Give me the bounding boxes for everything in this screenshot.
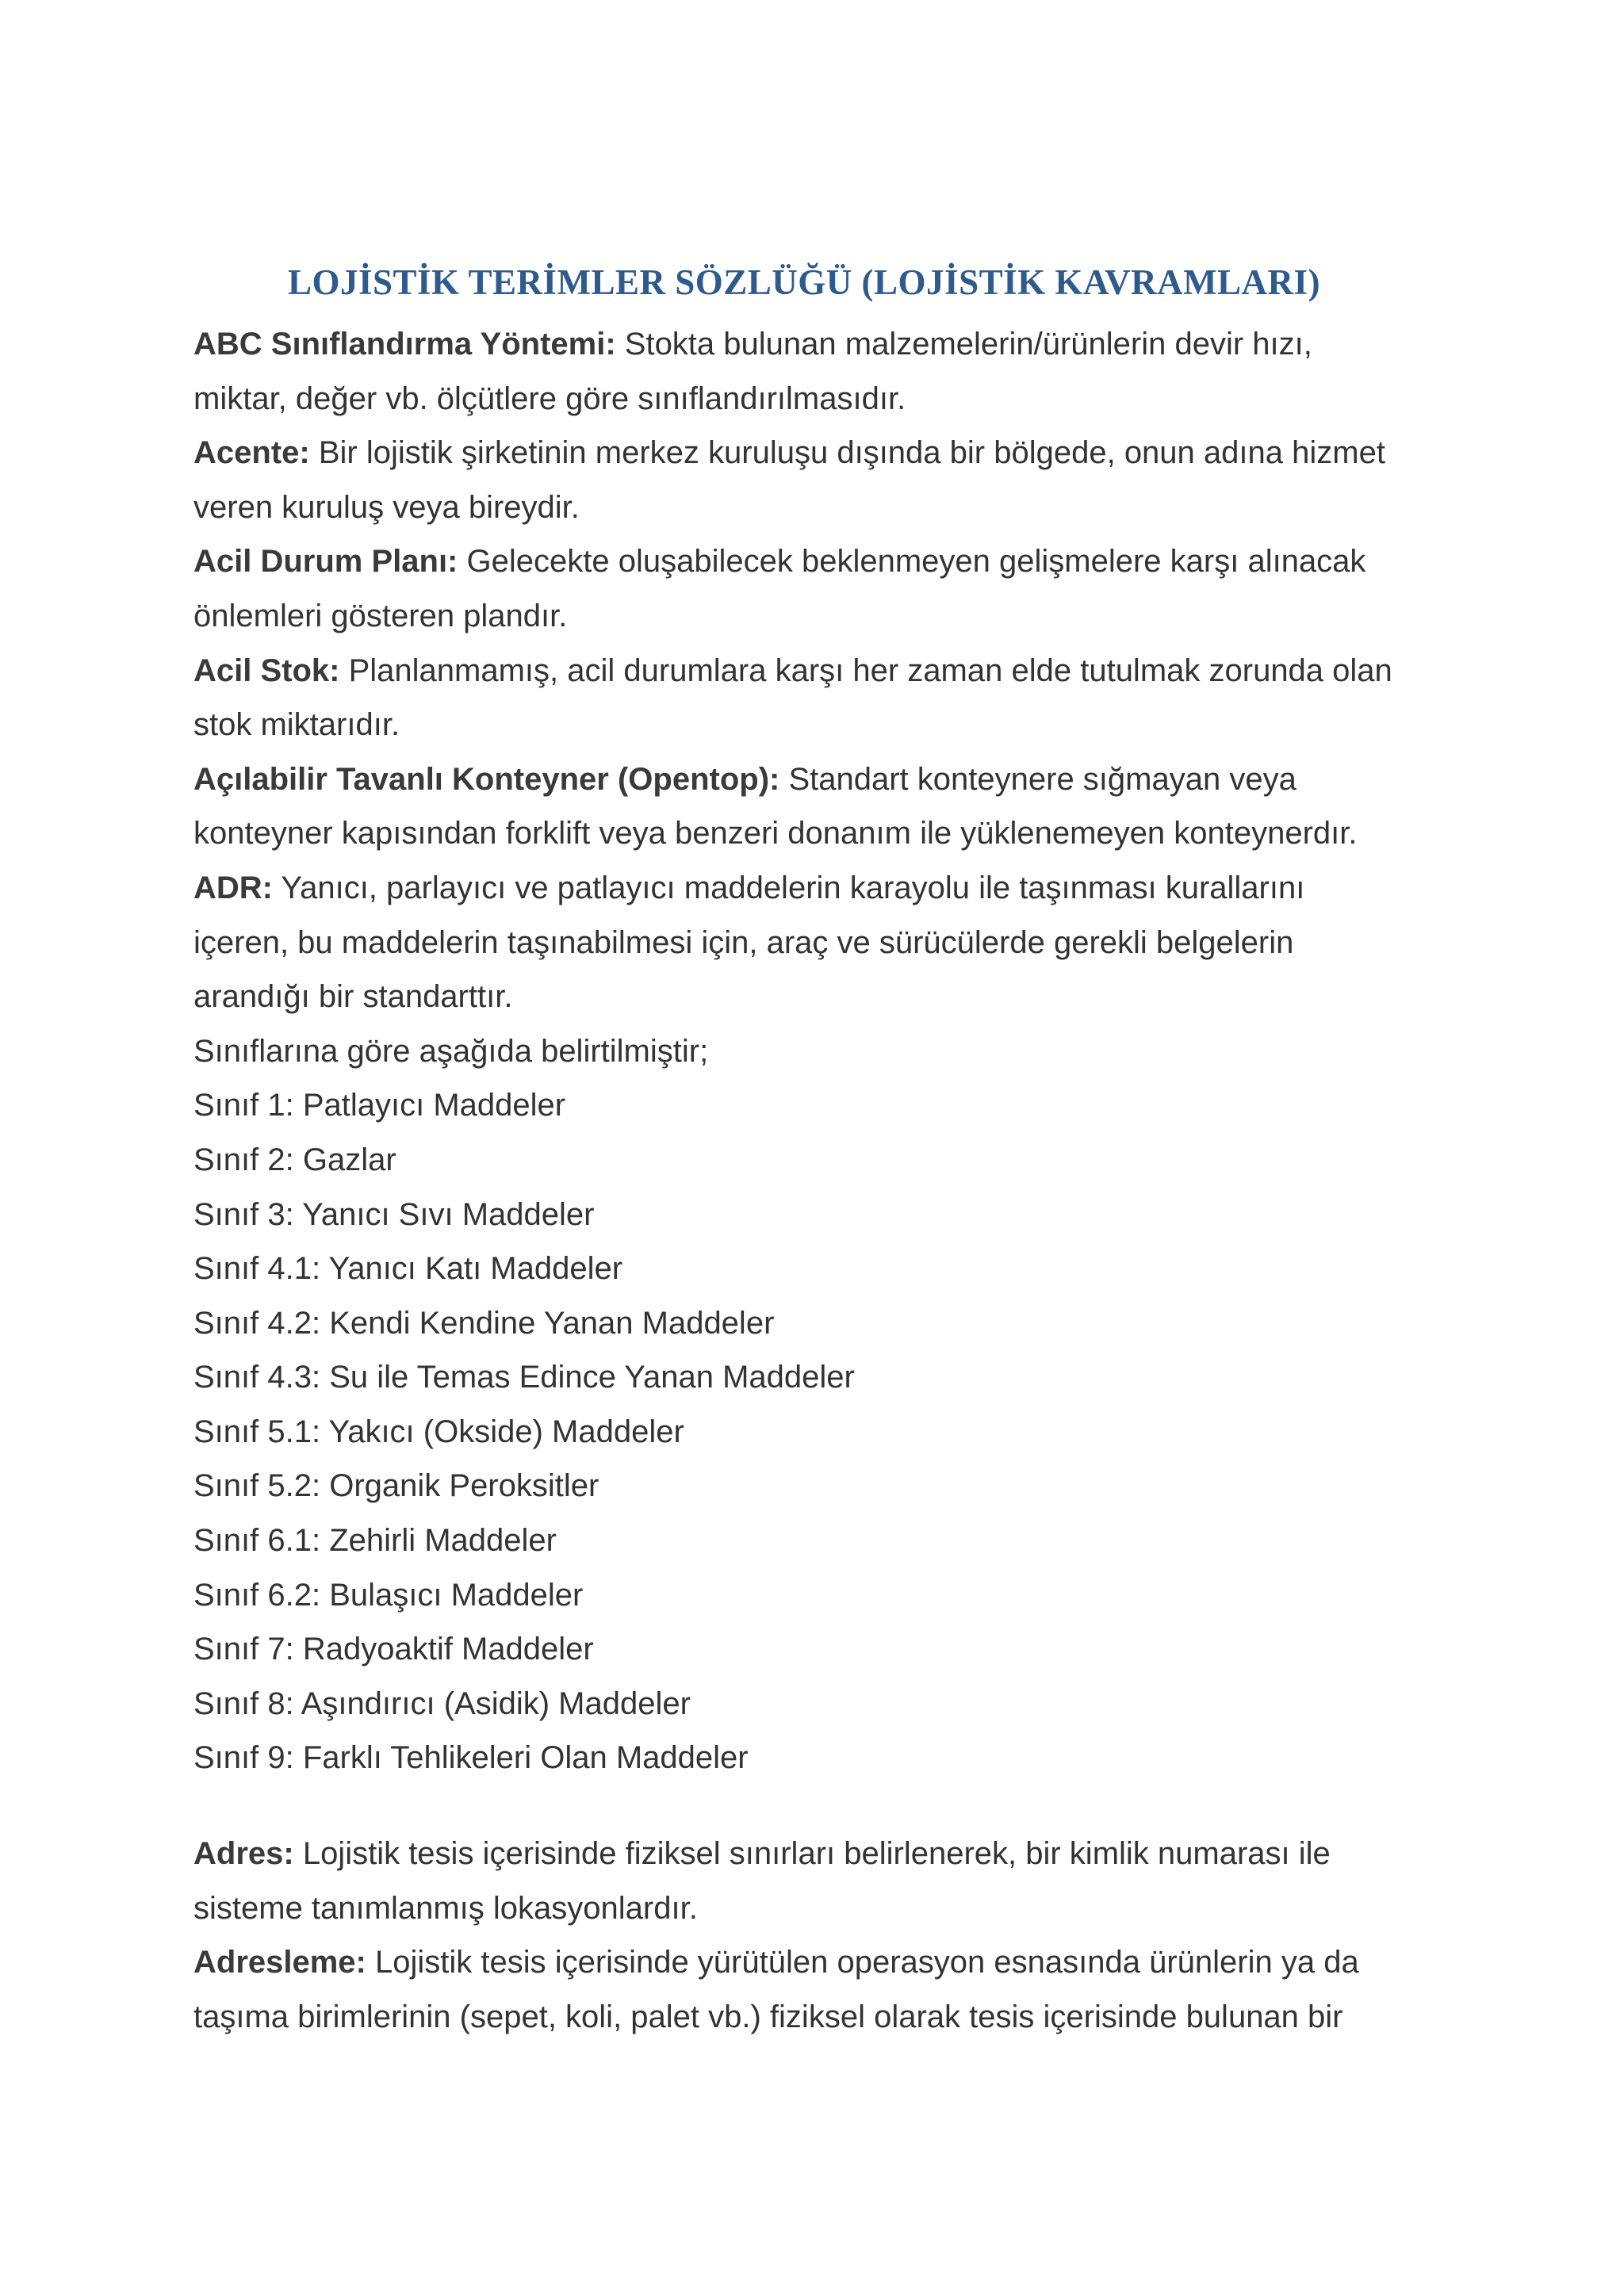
adr-class-item: Sınıf 1: Patlayıcı Maddeler (193, 1088, 566, 1123)
entry-acil-stok (193, 644, 1446, 698)
adr-class-item: Sınıf 6.2: Bulaşıcı Maddeler (193, 1577, 584, 1613)
definition-text: Lojistik tesis içerisinde fiziksel sınırları belirlenerek, bir kimlik numarası ile (293, 1836, 1331, 1872)
definition-continuation: sisteme tanımlanmış lokasyonlardır. (193, 1890, 698, 1926)
document-page (193, 254, 1446, 2044)
entry-abc (193, 317, 1446, 372)
term-label: Acil Stok: (193, 652, 340, 688)
definition-continuation: önlemleri gösteren plandır. (193, 598, 568, 633)
term-label: ABC Sınıflandırma Yöntemi: (193, 327, 616, 362)
adr-class-item: Sınıf 7: Radyoaktif Maddeler (193, 1632, 594, 1667)
term-label: Adresleme: (193, 1945, 366, 1980)
adr-class-item: Sınıf 3: Yanıcı Sıvı Maddeler (193, 1196, 595, 1232)
entry-opentop (193, 752, 1446, 807)
definition-text: Gelecekte oluşabilecek beklenmeyen gelişmelere karşı alınacak (458, 544, 1366, 580)
entry-acente (193, 426, 1446, 480)
document-title: LOJİSTİK TERİMLER SÖZLÜĞÜ (LOJİSTİK KAVRAMLARI) (287, 262, 1321, 302)
term-label: Acil Durum Planı: (193, 544, 458, 580)
definition-continuation: konteyner kapısından forklift veya benzeri donanım ile yüklenemeyen konteynerdır. (193, 816, 1358, 851)
term-label: Adres: (193, 1836, 294, 1872)
adr-class-item: Sınıf 5.2: Organik Peroksitler (193, 1468, 599, 1504)
adr-class-item: Sınıf 9: Farklı Tehlikeleri Olan Maddeler (193, 1740, 749, 1776)
paragraph-spacer (193, 1785, 1446, 1827)
adr-class-item: Sınıf 4.3: Su ile Temas Edince Yanan Maddeler (193, 1360, 855, 1395)
entry-acil-durum-plani (193, 534, 1446, 589)
adr-class-item: Sınıf 5.1: Yakıcı (Okside) Maddeler (193, 1414, 684, 1449)
definition-text: Planlanmamış, acil durumlara karşı her zaman elde tutulmak zorunda olan (339, 652, 1392, 688)
definition-continuation: taşıma birimlerinin (sepet, koli, palet vb.) fiziksel olarak tesis içerisinde bulunan bir (193, 1999, 1343, 2034)
adr-classes-intro: Sınıflarına göre aşağıda belirtilmiştir; (193, 1033, 709, 1069)
entry-adresleme (193, 1935, 1446, 1990)
definition-text: Standart konteynere sığmayan veya (779, 761, 1297, 797)
adr-class-item: Sınıf 2: Gazlar (193, 1142, 396, 1177)
definition-text: Yanıcı, parlayıcı ve patlayıcı maddelerin karayolu ile taşınması kurallarını (272, 870, 1305, 905)
adr-class-item: Sınıf 8: Aşındırıcı (Asidik) Maddeler (193, 1686, 691, 1721)
term-label: Acente: (193, 435, 310, 471)
definition-text: Lojistik tesis içerisinde yürütülen operasyon esnasında ürünlerin ya da (366, 1945, 1359, 1980)
adr-class-item: Sınıf 4.2: Kendi Kendine Yanan Maddeler (193, 1305, 775, 1341)
term-label: ADR: (193, 870, 273, 905)
definition-text: Bir lojistik şirketinin merkez kuruluşu dışında bir bölgede, onun adına hizmet (309, 435, 1385, 471)
entry-adr (193, 861, 1446, 916)
definition-continuation: miktar, değer vb. ölçütlere göre sınıflandırılmasıdır. (193, 381, 906, 416)
adr-class-item: Sınıf 4.1: Yanıcı Katı Maddeler (193, 1251, 623, 1287)
definition-continuation: stok miktarıdır. (193, 707, 400, 743)
entry-adres (193, 1827, 1446, 1881)
definition-text: Stokta bulunan malzemelerin/ürünlerin devir hızı, (615, 327, 1312, 362)
definition-continuation: arandığı bir standarttır. (193, 979, 513, 1015)
definition-continuation: veren kuruluş veya bireydir. (193, 489, 580, 525)
term-label: Açılabilir Tavanlı Konteyner (Opentop): (193, 761, 780, 797)
adr-class-item: Sınıf 6.1: Zehirli Maddeler (193, 1523, 557, 1559)
definition-continuation: içeren, bu maddelerin taşınabilmesi için, araç ve sürücülerde gerekli belgelerin (193, 924, 1294, 960)
